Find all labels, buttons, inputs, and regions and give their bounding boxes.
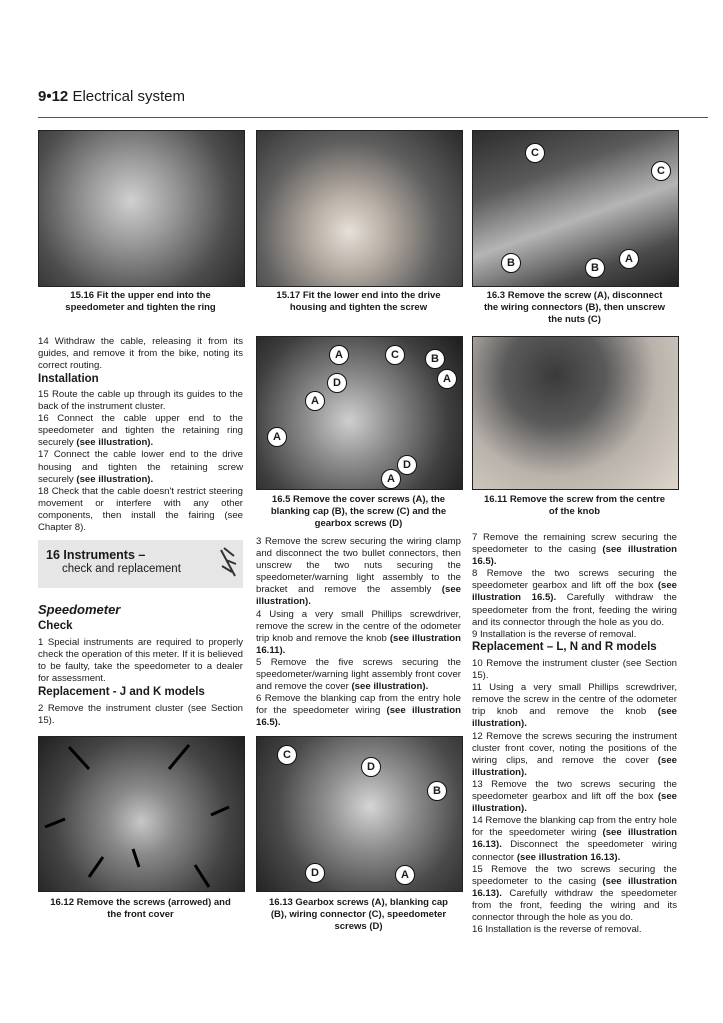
callout-d: D (361, 757, 381, 777)
col1-text-a: 14 Withdraw the cable, releasing it from its guides, and remove it from the bike, noting its correct routing. (38, 336, 243, 372)
caption-16-11: 16.11 Remove the screw from the centre of the knob (483, 494, 666, 517)
callout-d: D (397, 455, 417, 475)
callout-b: B (427, 781, 447, 801)
replacement-lnr-heading: Replacement – L, N and R models (472, 641, 657, 653)
callout-c: C (525, 143, 545, 163)
col1-text-c: 1 Special instruments are required to properly check the operation of this meter. If it is believed to be faulty, take the speedometer to a dealer for assessment. (38, 637, 243, 685)
callout-c: C (385, 345, 405, 365)
caption-16-3: 16.3 Remove the screw (A), disconnect the wiring connectors (B), then unscrew the nuts (C) (483, 290, 666, 325)
page-number: 9•12 (38, 88, 69, 105)
callout-a: A (395, 865, 415, 885)
col1-text-b: 15 Route the cable up through its guides to the back of the instrument cluster. 16 Connect the cable upper end to the speedometer and tighten the retaining ring securely (see illustration). 17 Connect the cable lower end to the drive housing and tighten the retaining screw securely (see illustration). 18 Check that the cable doesn't restrict steering movement or interfere with any other components, then install the fairing (see Chapter 8). (38, 389, 243, 534)
col3-text-b: 10 Remove the instrument cluster (see Section 15). 11 Using a very small Phillips screwdriver, remove the screw in the centre of the odometer trip knob and remove the knob (see illustration). 12 Remove the screws securing the instrument cluster front cover, noting the positions of the wiring clips, and remove the cover (see illustration). 13 Remove the two screws securing the speedometer gearbox and lift off the box (see illustration). 14 Remove the blanking cap from the entry hole for the speedometer wiring (see illustration 16.13). Disconnect the speedometer wiring connector (see illustration 16.13). 15 Remove the two screws securing the speedometer to the casing (see illustration 16.13). Carefully withdraw the speedometer from the front, feeding the wiring and its connector through the hole as you do. 16 Installation is the reverse of removal. (472, 658, 678, 936)
section-subtitle: check and replacement (62, 563, 181, 575)
replacement-jk-heading: Replacement - J and K models (38, 686, 205, 698)
callout-a: A (619, 249, 639, 269)
photo-16-13 (256, 736, 463, 892)
photo-16-12 (38, 736, 245, 892)
callout-d: D (327, 373, 347, 393)
photo-16-5 (256, 336, 463, 490)
callout-b: B (501, 253, 521, 273)
callout-a: A (305, 391, 325, 411)
photo-16-11 (472, 336, 679, 490)
photo-16-3 (472, 130, 679, 287)
caption-16-12: 16.12 Remove the screws (arrowed) and the front cover (50, 897, 231, 920)
caption-16-5: 16.5 Remove the cover screws (A), the blanking cap (B), the screw (C) and the gearbox screws (D) (270, 494, 447, 529)
callout-a: A (267, 427, 287, 447)
col2-text: 3 Remove the screw securing the wiring clamp and disconnect the two bullet connectors, then unscrew the two nuts securing the speedometer/warning light assembly to the bracket and remove the assembly (see illustration). 4 Using a very small Phillips screwdriver, remove the screw in the centre of the odometer trip knob and remove the knob (see illustration 16.11). 5 Remove the five screws securing the speedometer/warning light assembly front cover and remove the cover (see illustration). 6 Remove the blanking cap from the entry hole for the speedometer wiring (see illustration 16.5). (256, 536, 461, 729)
caption-15-16: 15.16 Fit the upper end into the speedometer and tighten the ring (65, 290, 216, 313)
chapter-title: Electrical system (72, 88, 185, 105)
callout-a: A (329, 345, 349, 365)
spanner-icon (218, 546, 238, 582)
col3-text-a: 7 Remove the remaining screw securing the speedometer to the casing (see illustration 16.5). 8 Remove the two screws securing the speedometer gearbox and lift off the box (see illustration 16.5). Carefully withdraw the speedometer from the front, feeding the wiring and its connector through the hole as you do. 9 Installation is the reverse of removal. (472, 532, 678, 640)
caption-16-13: 16.13 Gearbox screws (A), blanking cap (B), wiring connector (C), speedometer screws (D) (269, 897, 448, 932)
callout-c: C (277, 745, 297, 765)
callout-b: B (585, 258, 605, 278)
speedometer-heading: Speedometer (38, 602, 121, 617)
col1-text-d: 2 Remove the instrument cluster (see Section 15). (38, 703, 243, 727)
section-title: 16 Instruments – (46, 548, 146, 562)
installation-heading: Installation (38, 373, 99, 385)
callout-a: A (437, 369, 457, 389)
callout-a: A (381, 469, 401, 489)
callout-c: C (651, 161, 671, 181)
check-heading: Check (38, 620, 73, 632)
callout-b: B (425, 349, 445, 369)
page-header (38, 88, 185, 105)
callout-d: D (305, 863, 325, 883)
photo-15-16 (38, 130, 245, 287)
photo-15-17 (256, 130, 463, 287)
header-rule (38, 117, 708, 118)
caption-15-17: 15.17 Fit the lower end into the drive housing and tighten the screw (276, 290, 441, 313)
arrow-icons (39, 737, 244, 891)
